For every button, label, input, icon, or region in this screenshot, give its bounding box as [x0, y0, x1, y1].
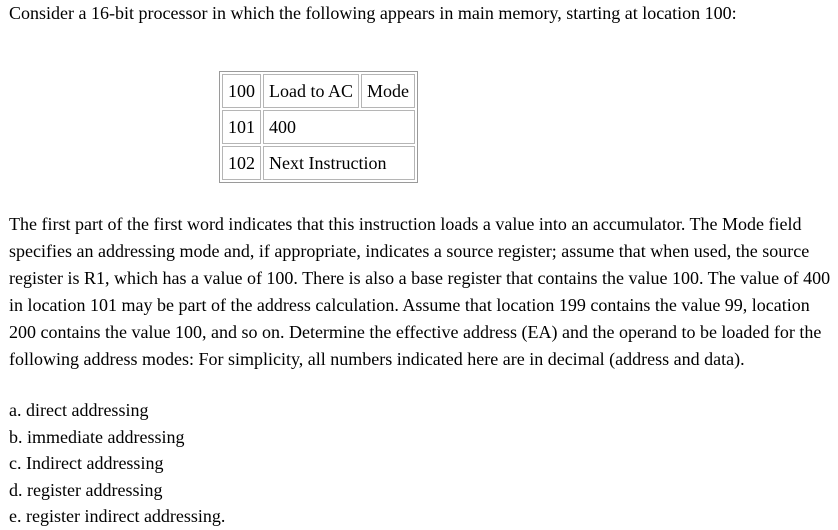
description-paragraph: The first part of the first word indicates that this instruction loads a value into an accumulator. The Mode field specifies an addressing mode and, if appropriate, indicates a source register; assume that when used, the source register is R1, which has a value of 100. There is also a base register that contains the value 100. The value of 400 in location 101 may be part of the address calculation. Assume that location 199 contains the value 99, location 200 contains the value 100, and so on. Determine the effective address (EA) and the operand to be loaded for the following address modes: For simplicity, all numbers indicated here are in decimal (address and data). [9, 214, 831, 369]
list-item: a. direct addressing [9, 400, 149, 420]
list-item: b. immediate addressing [9, 426, 185, 447]
list-item: d. register addressing [9, 479, 163, 500]
mode-cell: Mode [361, 74, 415, 108]
memory-table [219, 71, 418, 183]
content-cell: Next Instruction [263, 146, 415, 180]
content-cell: 400 [263, 110, 415, 144]
address-cell: 102 [222, 146, 261, 180]
addressing-mode-list [9, 397, 225, 530]
list-item: c. Indirect addressing [9, 453, 164, 473]
intro-paragraph: Consider a 16-bit processor in which the following appears in main memory, starting at location 100: [9, 3, 737, 23]
address-cell: 100 [222, 74, 261, 108]
address-cell: 101 [222, 110, 261, 144]
table-row [222, 74, 415, 108]
list-item: e. register indirect addressing. [9, 506, 226, 526]
table-row [222, 110, 415, 144]
content-cell: Load to AC [263, 74, 359, 108]
table-row [222, 146, 415, 180]
